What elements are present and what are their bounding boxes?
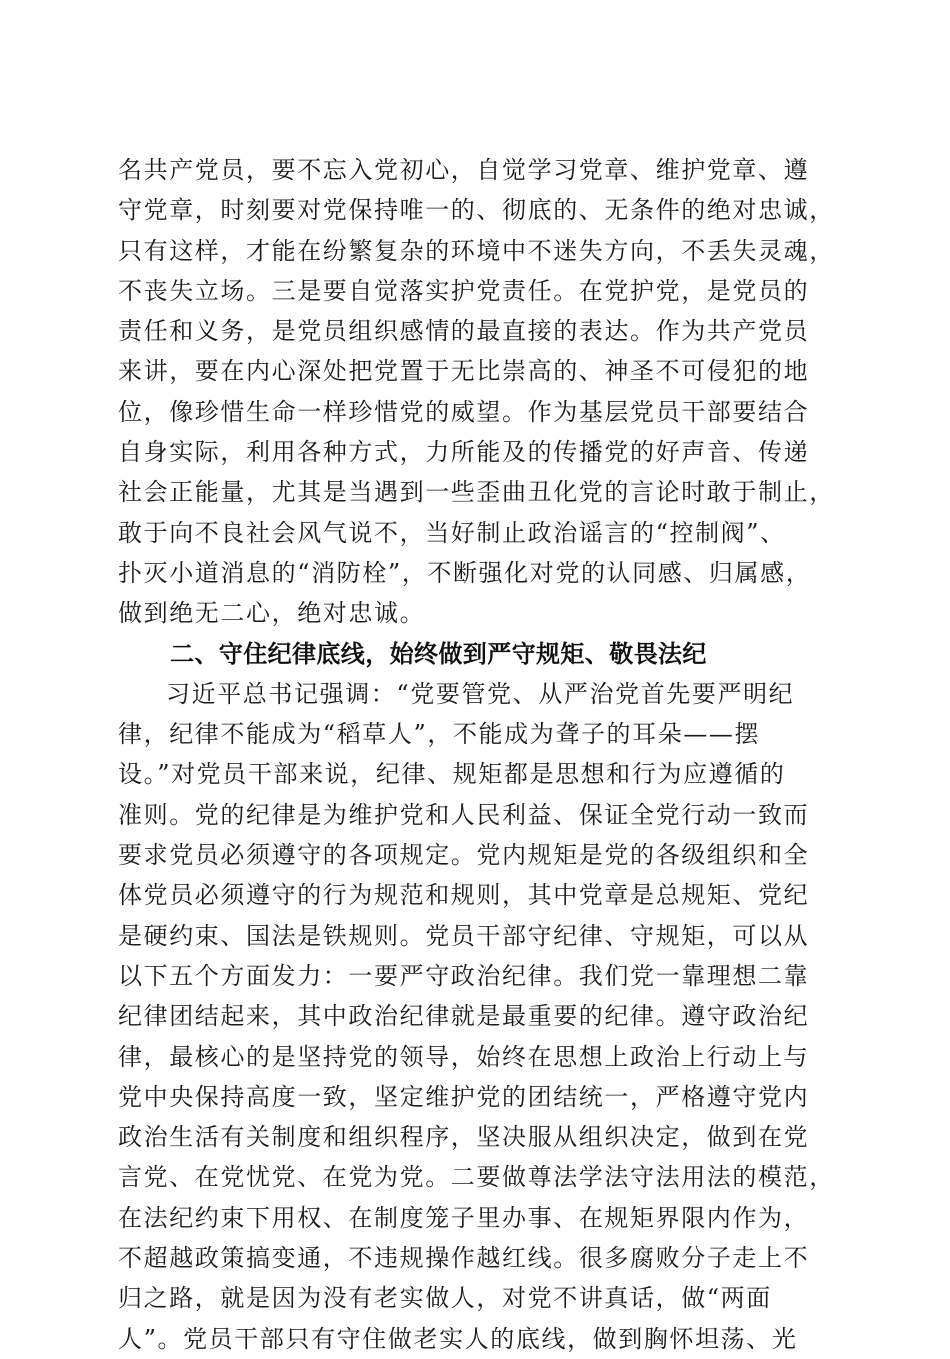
- section-heading-discipline: 二、守住纪律底线，始终做到严守规矩、敬畏法纪: [170, 639, 707, 668]
- text-line: 做到绝无二心，绝对忠诚。: [118, 599, 426, 628]
- text-line: 是硬约束、国法是铁规则。党员干部守纪律、守规矩，可以从: [118, 921, 810, 950]
- text-line: 名共产党员，要不忘入党初心，自觉学习党章、维护党章、遵: [118, 156, 810, 184]
- text-line: 人”。党员干部只有守住做老实人的底线，做到胸怀坦荡、光: [118, 1324, 798, 1353]
- text-line: 律，最核心的是坚持党的领导，始终在思想上政治上行动上与: [118, 1042, 810, 1071]
- text-line: 政治生活有关制度和组织程序，坚决服从组织决定，做到在党: [118, 1123, 810, 1152]
- text-line: 敢于向不良社会风气说不，当好制止政治谣言的“控制阀”、: [118, 518, 786, 547]
- text-line: 来讲，要在内心深处把党置于无比崇高的、神圣不可侵犯的地: [118, 357, 810, 386]
- text-line: 扑灭小道消息的“消防栓”，不断强化对党的认同感、归属感，: [118, 558, 812, 587]
- text-line: 准则。党的纪律是为维护党和人民利益、保证全党行动一致而: [118, 800, 810, 829]
- paragraph-loyalty-continued: [118, 150, 838, 634]
- text-line: 守党章，时刻要对党保持唯一的、彻底的、无条件的绝对忠诚，: [118, 196, 835, 225]
- text-line: 归之路，就是因为没有老实做人，对党不讲真话，做“两面: [118, 1284, 772, 1313]
- text-line: 责任和义务，是党员组织感情的最直接的表达。作为共产党员: [118, 317, 810, 346]
- text-line: 自身实际，利用各种方式，力所能及的传播党的好声音、传递: [118, 438, 810, 467]
- document-body: [118, 150, 838, 1359]
- text-line: 社会正能量，尤其是当遇到一些歪曲丑化党的言论时敢于制止，: [118, 478, 835, 507]
- text-line: 党中央保持高度一致，坚定维护党的团结统一，严格遵守党内: [118, 1082, 810, 1111]
- paragraph-discipline: [118, 674, 838, 1359]
- text-line: 律，纪律不能成为“稻草人”，不能成为聋子的耳朵——摆: [118, 720, 761, 749]
- text-line: 习近平总书记强调：“党要管党、从严治党首先要严明纪: [166, 679, 795, 708]
- text-line: 只有这样，才能在纷繁复杂的环境中不迷失方向，不丢失灵魂，: [118, 236, 835, 265]
- text-line: 纪律团结起来，其中政治纪律就是最重要的纪律。遵守政治纪: [118, 1002, 810, 1031]
- text-line: 要求党员必须遵守的各项规定。党内规矩是党的各级组织和全: [118, 841, 810, 870]
- text-line: 不丧失立场。三是要自觉落实护党责任。在党护党，是党员的: [118, 276, 810, 305]
- text-line: 以下五个方面发力：一要严守政治纪律。我们党一靠理想二靠: [118, 961, 810, 990]
- text-line: 在法纪约束下用权、在制度笼子里办事、在规矩界限内作为，: [118, 1203, 810, 1232]
- text-line: 言党、在党忧党、在党为党。二要做尊法学法守法用法的模范，: [118, 1163, 835, 1192]
- text-line: 设。”对党员干部来说，纪律、规矩都是思想和行为应遵循的: [118, 760, 786, 789]
- text-line: 不超越政策搞变通，不违规操作越红线。很多腐败分子走上不: [118, 1244, 810, 1273]
- text-line: 位，像珍惜生命一样珍惜党的威望。作为基层党员干部要结合: [118, 397, 810, 426]
- text-line: 体党员必须遵守的行为规范和规则，其中党章是总规矩、党纪: [118, 881, 810, 910]
